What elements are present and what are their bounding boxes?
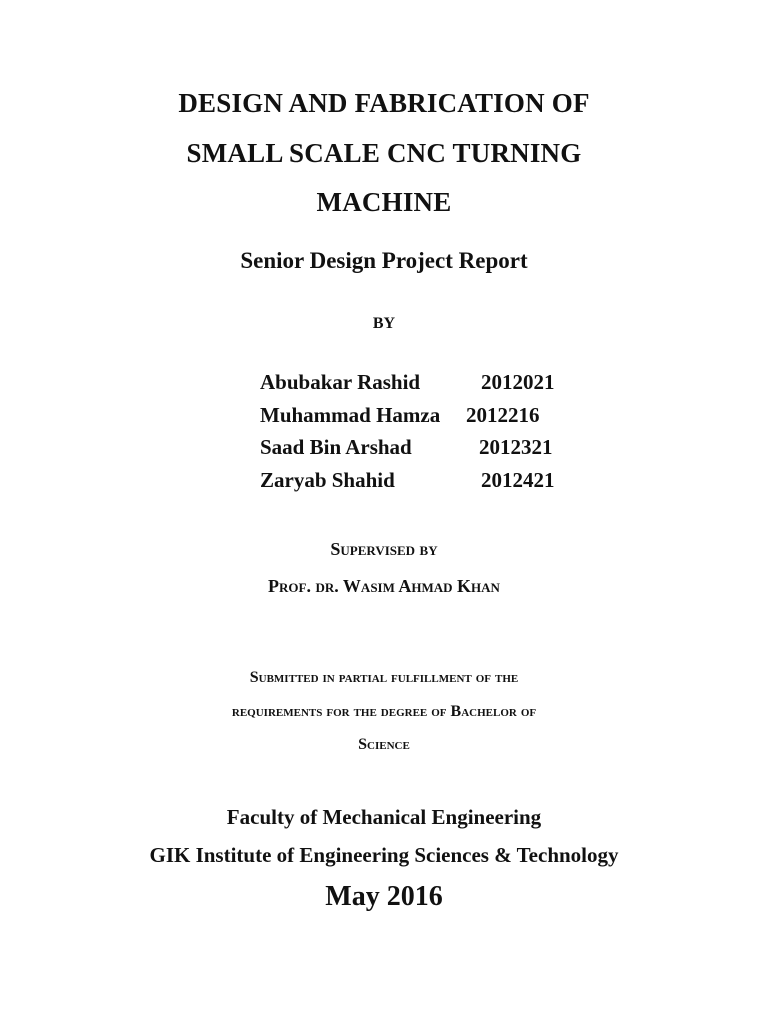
supervisor-name: Prof. dr. Wasim Ahmad Khan xyxy=(268,576,500,596)
author-id: 2012421 xyxy=(481,468,555,492)
report-title-line-1: DESIGN AND FABRICATION OF xyxy=(178,88,590,118)
by-label: BY xyxy=(372,315,396,332)
author-name: Saad Bin Arshad xyxy=(260,435,412,459)
submission-statement-line-3: Science xyxy=(358,736,410,753)
submission-statement-line-2: requirements for the degree of Bachelor of xyxy=(231,703,537,720)
author-id: 2012321 xyxy=(479,435,553,459)
institute-name: GIK Institute of Engineering Sciences & Technology xyxy=(149,843,619,867)
author-id: 2012216 xyxy=(466,403,540,427)
author-row xyxy=(0,370,768,396)
report-title-line-2: SMALL SCALE CNC TURNING xyxy=(186,138,582,168)
report-subtitle: Senior Design Project Report xyxy=(240,248,528,273)
author-row xyxy=(0,403,768,429)
supervised-by-label: Supervised by xyxy=(330,539,438,559)
submission-statement-line-1: Submitted in partial fulfillment of the xyxy=(249,669,519,686)
report-title-line-3: MACHINE xyxy=(316,187,452,217)
author-name: Zaryab Shahid xyxy=(260,468,395,492)
faculty-name: Faculty of Mechanical Engineering xyxy=(226,805,542,829)
author-row xyxy=(0,435,768,461)
author-row xyxy=(0,468,768,494)
author-id: 2012021 xyxy=(481,370,555,394)
author-name: Abubakar Rashid xyxy=(260,370,421,394)
submission-date: May 2016 xyxy=(325,881,443,912)
author-name: Muhammad Hamza xyxy=(260,403,441,427)
